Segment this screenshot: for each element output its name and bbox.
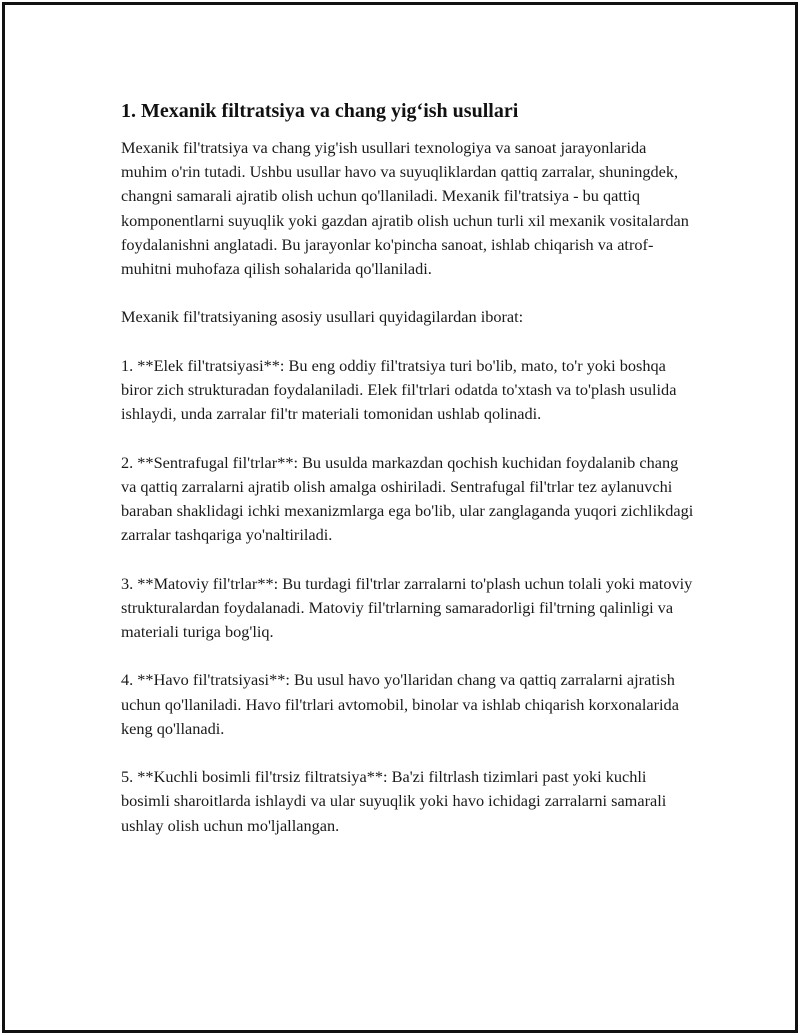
intro-paragraph: Mexanik fil'tratsiya va chang yig'ish usullari texnologiya va sanoat jarayonlarida muhim o'rin tutadi. Ushbu usullar havo va suyuqliklardan qattiq zarralar, shuningdek, changni samarali ajratib olish uchun qo'llaniladi. Mexanik fil'tratsiya - bu qattiq komponentlarni suyuqlik yoki gazdan ajratib olish uchun turli xil mexanik vositalardan foydalanishni anglatadi. Bu jarayonlar ko'pincha sanoat, ishlab chiqarish va atrof-muhitni muhofaza qilish sohalarida qo'llaniladi. <box>121 138 689 279</box>
method-item-3: 3. **Matoviy fil'trlar**: Bu turdagi fil'trlar zarralarni to'plash uchun tolali yoki matoviy strukturalardan foydalanadi. Matoviy fil'trlarning samaradorligi fil'trning qalinligi va materiali turiga bog'liq. <box>121 573 693 641</box>
method-item-1: 1. **Elek fil'tratsiyasi**: Bu eng oddiy fil'tratsiya turi bo'lib, mato, to'r yoki boshqa biror zich strukturadan foydalaniladi. Elek fil'trlari odatda to'xtash va to'plash usulida ishlaydi, unda zarralar fil'tr materiali tomonidan ushlab qolinadi. <box>121 355 677 424</box>
method-item-5: 5. **Kuchli bosimli fil'trsiz filtratsiya**: Ba'zi filtrlash tizimlari past yoki kuchli bosimli sharoitlarda ishlaydi va ular suyuqlik yoki havo ichidagi zarralarni samarali ushlay olish uchun mo'ljallangan. <box>121 767 667 835</box>
method-item-2: 2. **Sentrafugal fil'trlar**: Bu usulda markazdan qochish kuchidan foydalanib chang va qattiq zarralarni ajratib olish amalga oshiriladi. Sentrafugal fil'trlar tez aylanuvchi baraban shaklidagi ichki mexanizmlarga ega bo'lib, ular zanglaganda yuqori zichlikdagi zarralar tashqariga yo'naltiriladi. <box>121 452 694 545</box>
methods-intro-paragraph: Mexanik fil'tratsiyaning asosiy usullari quyidagilardan iborat: <box>121 307 524 327</box>
method-item-4: 4. **Havo fil'tratsiyasi**: Bu usul havo yo'llaridan chang va qattiq zarralarni ajratish uchun qo'llaniladi. Havo fil'trlari avtomobil, binolar va ishlab chiqarish korxonalarida keng qo'llanadi. <box>121 670 679 738</box>
document-body <box>121 98 696 838</box>
page-border <box>2 2 798 1033</box>
section-heading: 1. Mexanik filtratsiya va chang yig‘ish usullari <box>121 100 519 122</box>
